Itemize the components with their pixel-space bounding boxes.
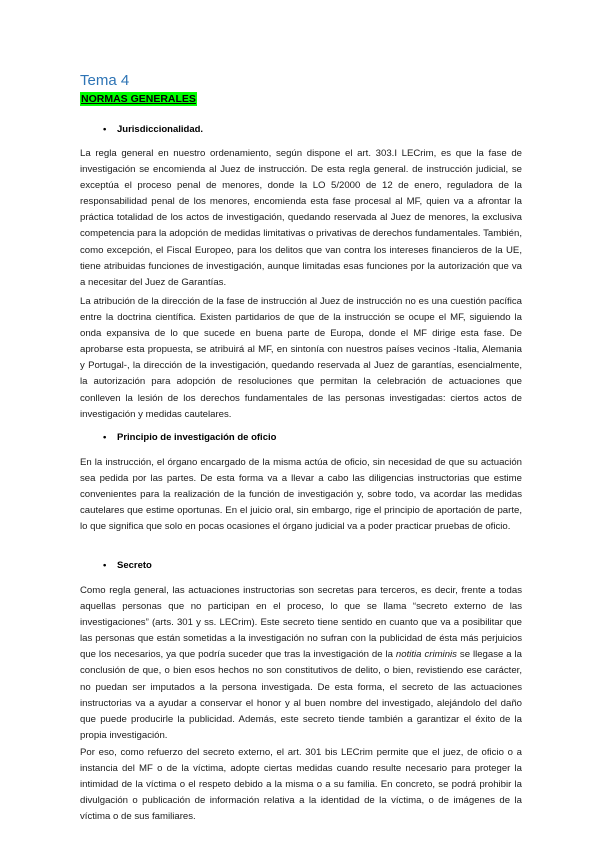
bullet-dot-icon: •: [103, 560, 107, 571]
paragraph-part: se llegase a la conclusión de que, o bien esos hechos no son constitutivos de delito, o bien, revistiendo ese carácter, no puedan ser imputados a la persona investigada. De esta forma, el secreto de las actuaciones instructorias va a ayudar a conservar el honor y al buen nombre del investigado, alejándolo del daño que puede producirle la publicidad. Además, este secreto tiende también a garantizar el éxito de la propia investigación.: [80, 649, 523, 741]
bullet-dot-icon: •: [103, 124, 107, 135]
paragraph: En la instrucción, el órgano encargado de la misma actúa de oficio, sin necesidad de que su actuación sea pedida por las partes. De esta forma va a llevar a cabo las diligencias instructorias que estime convenientes para la realización de la función de investigación y, sobre todo, va acordar las medidas cautelares que estime oportunas. En el juicio oral, sin embargo, rige el principio de aportación de parte, lo que significa que solo en pocas ocasiones el órgano judicial va a poder practicar pruebas de oficio.: [80, 457, 522, 533]
heading-text: Principio de investigación de oficio: [117, 432, 277, 443]
paragraph: La atribución de la dirección de la fase de instrucción al Juez de instrucción no es una cuestión pacífica entre la doctrina científica. Existen partidarios de que de la instrucción se ocupe el MF, siguiendo la onda expansiva de lo que sucede en buena parte de Europa, donde el MF dirige esta fase. De aprobarse esta propuesta, se atribuirá al MF, en sintonía con nuestros países vecinos -Italia, Alemania y Portugal-, la dirección de la investigación, quedando reservada al Juez de garantías, esencialmente, la autorización para adopción de resoluciones que permitan la celebración de actuaciones que conlleven la lesión de los derechos fundamentales de las personas investigadas: ciertos actos de investigación y medidas cautelares.: [80, 296, 522, 420]
paragraph-part: Como regla general, las actuaciones instructorias son secretas para terceros, es decir, frente a todas aquellas personas que no participan en el proceso, lo que se llama “secreto externo de las investigaciones” (arts. 301 y ss. LECrim). Este secreto tiene sentido en cuanto que va a posibilitar que las personas que están sometidas a la investigación no sufran con la publicidad de ésta más perjuicios que los necesarios, ya que podría suceder que tras la investigación de la: [80, 585, 522, 661]
heading-text: Secreto: [117, 560, 152, 571]
paragraph: La regla general en nuestro ordenamiento, según dispone el art. 303.I LECrim, es que la fase de investigación se encomienda al Juez de instrucción. De esta regla general. de instrucción judicial, se exceptúa el proceso penal de menores, donde la LO 5/2000 de 12 de enero, reguladora de la responsabilidad penal de los menores, encomienda esta fase procesal al MF, quien va a afrontar la práctica totalidad de los actos de investigación, quedando reservada al Juez de menores, la exclusiva competencia para la adopción de medidas limitativas o privativas de derechos fundamentales. También, como excepción, el Fiscal Europeo, para los delitos que van contra los intereses financieros de la UE, tiene atribuidas funciones de investigación, aunque limitadas esas funciones por la autorización que va a necesitar del Juez de Garantías.: [80, 148, 522, 288]
bullet-dot-icon: •: [103, 432, 107, 443]
paragraph: [80, 583, 522, 744]
bullet-heading-secreto: [103, 559, 152, 573]
heading-text: Jurisdiccionalidad.: [117, 124, 204, 135]
italic-term: notitia criminis: [395, 649, 457, 661]
section-subtitle: NORMAS GENERALES: [81, 93, 196, 105]
page-title: Tema 4: [80, 72, 130, 89]
bullet-heading-jurisdiccionalidad: [103, 123, 203, 137]
paragraph: Por eso, como refuerzo del secreto externo, el art. 301 bis LECrim permite que el juez, de oficio o a instancia del MF o de la víctima, adopte ciertas medidas cuando resulte necesario para proteger la intimidad de la víctima o el respeto debido a la misma o a su familia. En concreto, se podrá prohibir la divulgación o publicación de información relativa a la identidad de la víctima, o de imágenes de la víctima o de sus familiares.: [80, 747, 522, 823]
bullet-heading-investigacion-de-oficio: [103, 431, 276, 445]
